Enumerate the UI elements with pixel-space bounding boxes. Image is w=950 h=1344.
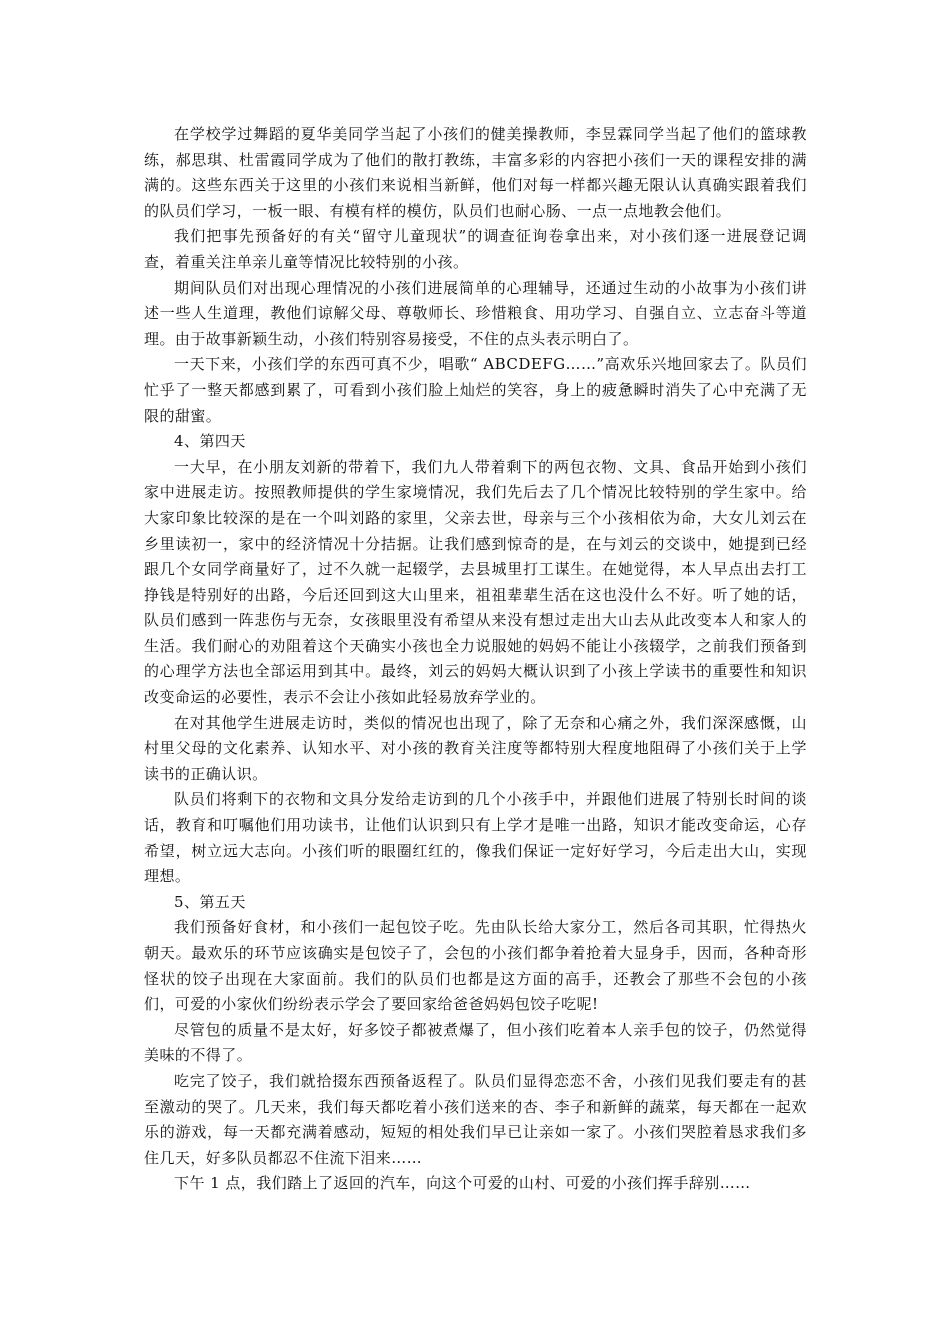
paragraph-dumplings: 我们预备好食材，和小孩们一起包饺子吃。先由队长给大家分工，然后各司其职，忙得热火朝天。最欢乐的环节应该确实是包饺子了，会包的小孩们都争着抢着大显身手，因而，各种奇形怪状的饺子出现在大家面前。我们的队员们也都是这方面的高手，还教会了那些不会包的小孩们，可爱的小家伙们纷纷表示学会了要回家给爸爸妈妈包饺子吃呢! [144,918,807,1014]
paragraph-distribution: 队员们将剩下的衣物和文具分发给走访到的几个小孩手中，并跟他们进展了特别长时间的谈话，教育和叮嘱他们用功读书，让他们认识到只有上学才是唯一出路，知识才能改变命运，心存希望，树立远大志向。小孩们听的眼圈红红的，像我们保证一定好好学习，今后走出大山，实现理想。 [144,790,807,886]
paragraph-sports-teachers: 在学校学过舞蹈的夏华美同学当起了小孩们的健美操教师，李昱霖同学当起了他们的篮球教练，郝思琪、杜雷霞同学成为了他们的散打教练，丰富多彩的内容把小孩们一天的课程安排的满满的。这些东西关于这里的小孩们来说相当新鲜，他们对每一样都兴趣无限认认真确实跟着我们的队员们学习，一板一眼、有模有样的模仿，队员们也耐心肠、一点一点地教会他们。 [144,125,807,220]
document-body [144,122,807,1197]
section-heading-day-four: 4、第四天 [174,432,246,451]
paragraph-departure: 下午 1 点，我们踏上了返回的汽车，向这个可爱的山村、可爱的小孩们挥手辞别…… [174,1174,751,1193]
paragraph-home-visits: 一大早，在小朋友刘新的带着下，我们九人带着剩下的两包衣物、文具、食品开始到小孩们家中进展走访。按照教师提供的学生家境情况，我们先后去了几个情况比较特别的学生家中。给大家印象比较深的是在一个叫刘路的家里，父亲去世，母亲与三个小孩相依为命，大女儿刘云在乡里读初一，家中的经济情况十分拮据。让我们感到惊奇的是，在与刘云的交谈中，她提到已经跟几个女同学商量好了，过不久就一起辍学，去县城里打工谋生。在她觉得，本人早点出去打工挣钱是特别好的出路，今后还回到这大山里来，祖祖辈辈生活在这也没什么不好。听了她的话，队员们感到一阵悲伤与无奈，女孩眼里没有希望从来没有想过走出大山去从此改变本人和家人的生活。我们耐心的劝阻着这个天确实小孩也全力说服她的妈妈不能让小孩辍学，之前我们预备到的心理学方法也全部运用到其中。最终，刘云的妈妈大概认识到了小孩上学读书的重要性和知识改变命运的必要性，表示不会让小孩如此轻易放弃学业的。 [144,457,807,707]
paragraph-dumpling-quality: 尽管包的质量不是太好，好多饺子都被煮爆了，但小孩们吃着本人亲手包的饺子，仍然觉得美味的不得了。 [144,1020,807,1065]
paragraph-survey: 我们把事先预备好的有关“留守儿童现状”的调查征询卷拿出来，对小孩们逐一进展登记调查，着重关注单亲儿童等情况比较特别的小孩。 [144,227,807,271]
paragraph-day-summary: 一天下来，小孩们学的东西可真不少，唱歌“ ABCDEFG……”高欢乐兴地回家去了。队员们忙乎了一整天都感到累了，可看到小孩们脸上灿烂的笑容，身上的疲惫瞬时消失了心中充满了无限的甜蜜。 [144,355,807,425]
paragraph-other-visits: 在对其他学生进展走访时，类似的情况也出现了，除了无奈和心痛之外，我们深深感慨，山村里父母的文化素养、认知水平、对小孩的教育关注度等都特别大程度地阻碍了小孩们关于上学读书的正确认识。 [144,713,807,783]
paragraph-counseling: 期间队员们对出现心理情况的小孩们进展简单的心理辅导，还通过生动的小故事为小孩们讲述一些人生道理，教他们谅解父母、尊敬师长、珍惜粮食、用功学习、自强自立、立志奋斗等道理。由于故事新颖生动，小孩们特别容易接受，不住的点头表示明白了。 [144,278,807,348]
paragraph-farewell: 吃完了饺子，我们就拾掇东西预备返程了。队员们显得恋恋不舍，小孩们见我们要走有的甚至激动的哭了。几天来，我们每天都吃着小孩们送来的杏、李子和新鲜的蔬菜，每天都在一起欢乐的游戏，每一天都充满着感动，短短的相处我们早已让亲如一家了。小孩们哭腔着恳求我们多住几天，好多队员都忍不住流下泪来…… [144,1071,807,1167]
section-heading-day-five: 5、第五天 [174,892,246,911]
